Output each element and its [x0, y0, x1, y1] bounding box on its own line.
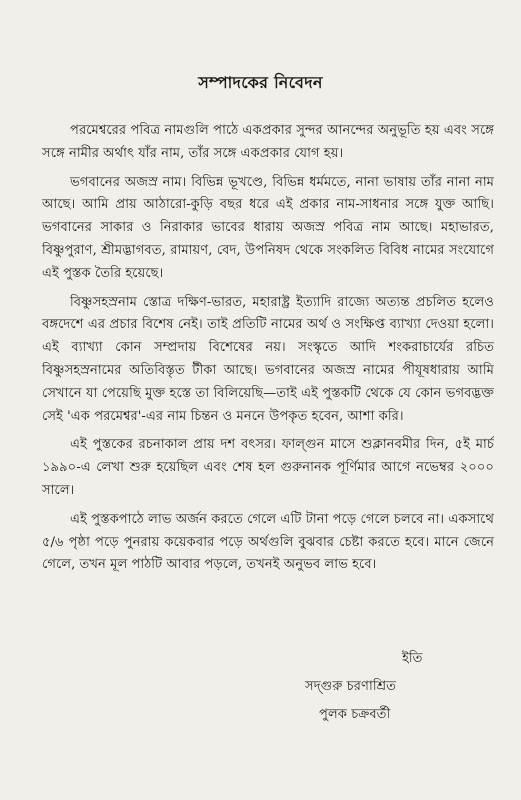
signature-block	[305, 645, 505, 729]
page-title: সম্পাদকের নিবেদন	[198, 73, 323, 92]
signature-affiliation: সদ্গুরু চরণাশ্রিত	[305, 679, 397, 694]
paragraph-1: পরমেশ্বরের পবিত্র নামগুলি পাঠে একপ্রকার সুন্দর আনন্দের অনুভূতি হয় এবং সঙ্গে সঙ্গে নামীর অর্থাৎ যাঁর নাম, তাঁর সঙ্গে একপ্রকার যোগ হয়।	[42, 123, 494, 161]
preface-body	[42, 120, 494, 583]
signature-name: পুলক চক্রবর্তী	[319, 707, 391, 722]
paragraph-5: এই পুস্তকপাঠে লাভ অর্জন করতে গেলে এটি টানা পড়ে গেলে চলবে না। একসাথে ৫/৬ পৃষ্ঠা পড়ে পুনরায় কয়েকবার পড়ে অর্থগুলি বুঝবার চেষ্টা করতে হবে। মানে জেনে গেলে, তখন মূল পাঠটি আবার পড়লে, তখনই অনুভব লাভ হবে।	[42, 511, 494, 573]
paragraph-4: এই পুস্তকের রচনাকাল প্রায় দশ বৎসর। ফাল্গুন মাসে শুক্লানবমীর দিন, ৫ই মার্চ ১৯৯০-এ লেখা শুরু হয়েছিল এবং শেষ হল গুরুনানক পূর্ণিমার আগে নভেম্বর ২০০০ সালে।	[42, 437, 494, 498]
paragraph-3: বিষ্ণুসহস্রনাম স্তোত্র দক্ষিণ-ভারত, মহারাষ্ট্র ইত্যাদি রাজ্যে অত্যন্ত প্রচলিত হলেও বঙ্গদেশে এর প্রচার বিশেষ নেই। তাই প্রতিটি নামের অর্থ ও সংক্ষিপ্ত ব্যাখ্যা দেওয়া হলো। এই ব্যাখ্যা কোন সম্প্রদায় বিশেষের নয়। সংস্কৃতে আদি শংকরাচার্যের রচিত বিষ্ণুসহস্রনামের অতিবিস্তৃত টীকা আছে। ভগবানের অজস্র নামের পীযূষধারায় আমি সেখানে যা পেয়েছি মুক্ত হস্তে তা বিলিয়েছি—তাই এই পুস্তকটি থেকে যে কোন ভগবদ্ভক্ত সেই 'এক পরমেশ্বর'-এর নাম চিন্তন ও মননে উপকৃত হবেন, আশা করি।	[42, 294, 494, 424]
signature-closing: ইতি	[402, 651, 423, 666]
paragraph-2: ভগবানের অজস্র নাম। বিভিন্ন ভূখণ্ডে, বিভিন্ন ধর্মমতে, নানা ভাষায় তাঁর নানা নাম আছে। আমি প্রায় আঠারো-কুড়ি বছর ধরে এই প্রকার নাম-সাধনার সঙ্গে যুক্ত আছি। ভগবানের সাকার ও নিরাকার ভাবের ধারায় অজস্র পবিত্র নাম আছে। মহাভারত, বিষ্ণুপুরাণ, শ্রীমদ্ভাগবত, রামায়ণ, বেদ, উপনিষদ থেকে সংকলিত বিবিধ নামের সংযোগে এই পুস্তক তৈরি হয়েছে।	[42, 174, 494, 281]
